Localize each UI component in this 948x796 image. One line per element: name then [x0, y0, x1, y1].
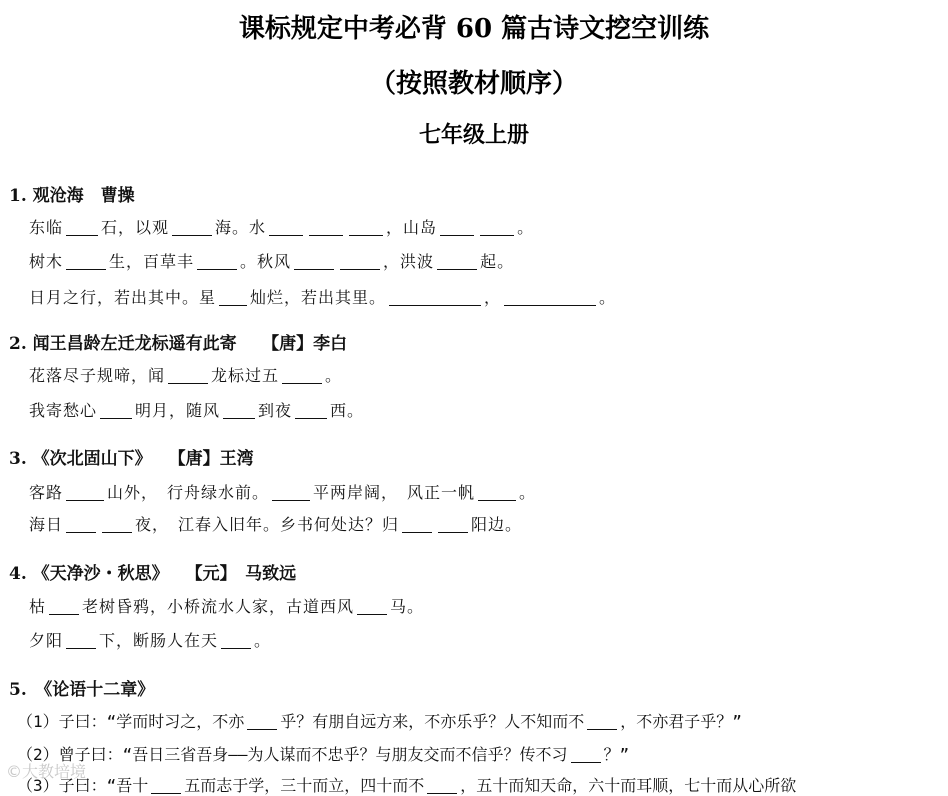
fill-blank	[427, 792, 457, 794]
line-text: 阳边。	[471, 515, 523, 534]
fill-blank	[402, 531, 432, 533]
line-text: （1）子曰：“学而时习之，不亦	[17, 712, 245, 731]
fill-blank	[349, 234, 383, 236]
line-text: 。	[519, 483, 537, 502]
line-text: 老树昏鸦，小桥流水人家，古道西风	[82, 597, 355, 616]
line-text: ，山岛	[386, 218, 438, 237]
fill-blank	[151, 792, 181, 794]
line-text: 。	[517, 218, 535, 237]
fill-blank	[49, 613, 79, 615]
line-text: 乎？有朋自远方来，不亦乐乎？人不知而不	[280, 712, 585, 731]
line-text: 夜， 江春入旧年。乡书何处达？归	[135, 515, 400, 534]
fill-blank	[571, 761, 601, 763]
line-text: 海日	[29, 515, 64, 534]
poem-line	[29, 215, 534, 238]
line-text: ，	[484, 288, 502, 307]
fill-blank	[440, 234, 474, 236]
section-heading: 4. 《天净沙・秋思》 【元】 马致远	[9, 564, 297, 584]
fill-blank	[66, 234, 98, 236]
line-text: 生，百草丰	[109, 252, 195, 271]
analects-line	[17, 742, 629, 765]
line-text: 龙标过五	[211, 366, 280, 385]
fill-blank	[269, 234, 303, 236]
line-text: 日月之行，若出其中。星	[29, 288, 217, 307]
section-heading: 3. 《次北固山下》 【唐】王湾	[9, 449, 254, 469]
line-text: （3）子曰：“吾十	[17, 776, 149, 795]
poem-line	[29, 363, 342, 386]
line-text: 下，断肠人在天	[99, 631, 219, 650]
fill-blank	[66, 531, 96, 533]
line-text: 。	[599, 288, 617, 307]
poem-line	[29, 249, 514, 272]
line-text: 海。水	[215, 218, 267, 237]
fill-blank	[309, 234, 343, 236]
line-text: 树木	[29, 252, 64, 271]
line-text: 山外， 行舟绿水前。	[107, 483, 270, 502]
line-text: 石，以观	[101, 218, 170, 237]
doc-subtitle: （按照教材顺序）	[369, 69, 578, 99]
line-text: 客路	[29, 483, 64, 502]
fill-blank	[168, 382, 208, 384]
line-text: 平两岸阔， 风正一帆	[313, 483, 476, 502]
fill-blank	[100, 417, 132, 419]
fill-blank	[197, 268, 237, 270]
poem-line	[29, 285, 616, 308]
fill-blank	[282, 382, 322, 384]
poem-line	[29, 480, 536, 503]
fill-blank	[587, 728, 617, 730]
poem-line	[29, 628, 271, 651]
section-heading: 2. 闻王昌龄左迁龙标遥有此寄 【唐】李白	[9, 334, 348, 354]
line-text: 西。	[330, 401, 365, 420]
fill-blank	[438, 531, 468, 533]
line-text: ，洪波	[383, 252, 435, 271]
fill-blank	[357, 613, 387, 615]
fill-blank	[272, 499, 310, 501]
fill-blank	[219, 304, 247, 306]
section-heading: 1. 观沧海 曹操	[9, 186, 135, 206]
fill-blank	[102, 531, 132, 533]
poem-line	[29, 398, 364, 421]
fill-blank	[340, 268, 380, 270]
line-text: （2）曾子曰：“吾日三省吾身——为人谋而不忠乎？与朋友交而不信乎？传不习	[17, 745, 568, 764]
line-text: 马。	[390, 597, 425, 616]
line-text: ，不亦君子乎？”	[620, 712, 742, 731]
fill-blank	[66, 647, 96, 649]
fill-blank	[66, 499, 104, 501]
analects-line	[17, 709, 742, 732]
fill-blank	[437, 268, 477, 270]
poem-line	[29, 594, 424, 617]
line-text: ，五十而知天命，六十而耳顺，七十而从心所欲	[460, 776, 797, 795]
fill-blank	[223, 417, 255, 419]
line-text: 我寄愁心	[29, 401, 98, 420]
watermark-logo: ©大教培境	[6, 762, 87, 781]
doc-title: 课标规定中考必背 60 篇古诗文挖空训练	[238, 14, 710, 44]
poem-line	[29, 512, 522, 535]
section-heading: 5. 《论语十二章》	[9, 680, 155, 700]
fill-blank	[221, 647, 251, 649]
fill-blank	[172, 234, 212, 236]
fill-blank	[504, 304, 596, 306]
line-text: 花落尽子规啼，闻	[29, 366, 166, 385]
line-text: ？”	[603, 745, 630, 764]
grade-heading: 七年级上册	[418, 122, 529, 148]
fill-blank	[389, 304, 481, 306]
line-text: 。	[325, 366, 343, 385]
line-text: 枯	[29, 597, 47, 616]
line-text: 灿烂，若出其里。	[250, 288, 387, 307]
line-text: 五而志于学，三十而立，四十而不	[184, 776, 425, 795]
analects-line	[17, 773, 796, 796]
fill-blank	[480, 234, 514, 236]
line-text: 东临	[29, 218, 64, 237]
line-text: 。	[254, 631, 272, 650]
fill-blank	[295, 417, 327, 419]
fill-blank	[66, 268, 106, 270]
line-text: 。秋风	[240, 252, 292, 271]
fill-blank	[478, 499, 516, 501]
line-text: 起。	[480, 252, 515, 271]
line-text: 明月，随风	[135, 401, 221, 420]
fill-blank	[247, 728, 277, 730]
fill-blank	[294, 268, 334, 270]
line-text: 到夜	[258, 401, 293, 420]
line-text: 夕阳	[29, 631, 64, 650]
